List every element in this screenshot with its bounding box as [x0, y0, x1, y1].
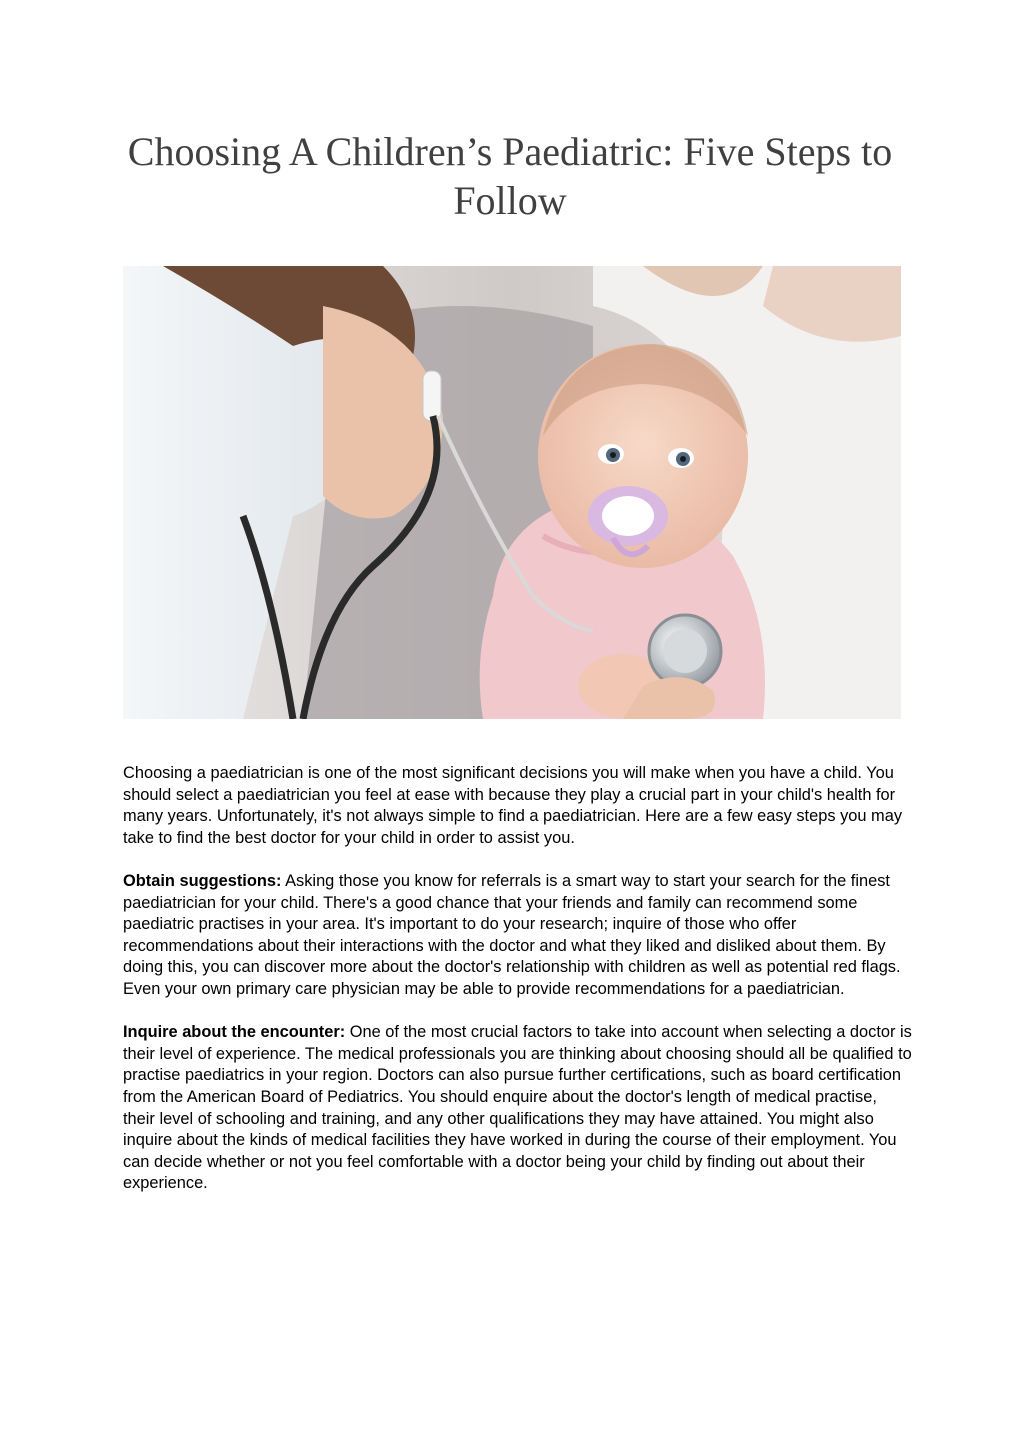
section-heading-encounter: Inquire about the encounter: — [123, 1023, 346, 1042]
page-title: Choosing A Children’s Paediatric: Five Steps to Follow — [127, 129, 893, 223]
article-body — [123, 763, 913, 1216]
section-paragraph-encounter — [123, 1022, 913, 1195]
section-text-encounter: One of the most crucial factors to take into account when selecting a doctor is their level of experience. The medical professionals you are thinking about choosing should all be qualified to practise paediatrics in your region. Doctors can also pursue further certifications, such as board certification from the American Board of Pediatrics. You should enquire about the doctor's length of medical practise, their level of schooling and training, and any other qualifications they may have attained. You might also inquire about the kinds of medical facilities they have worked in during the course of their employment. You can decide whether or not you feel comfortable with a doctor being your child by finding out about their experience. — [123, 1023, 912, 1193]
section-paragraph-suggestions — [123, 871, 913, 1001]
doctor-examining-baby-illustration — [123, 266, 901, 719]
section-heading-suggestions: Obtain suggestions: — [123, 871, 282, 890]
section-text-suggestions: Asking those you know for referrals is a smart way to start your search for the finest paediatrician for your child. There's a good chance that your friends and family can recommend some paediatric practises in your area. It's important to do your research; inquire of those who offer recommendations about their interactions with the doctor and what they liked and disliked about them. By doing this, you can discover more about the doctor's relationship with children as well as potential red flags. Even your own primary care physician may be able to provide recommendations for a paediatrician. — [123, 871, 901, 998]
hero-photo — [123, 266, 901, 719]
intro-paragraph: Choosing a paediatrician is one of the most significant decisions you will make when you have a child. You should select a paediatrician you feel at ease with because they play a crucial part in your child's health for many years. Unfortunately, it's not always simple to find a paediatrician. Here are a few easy steps you may take to find the best doctor for your child in order to assist you. — [123, 764, 903, 847]
